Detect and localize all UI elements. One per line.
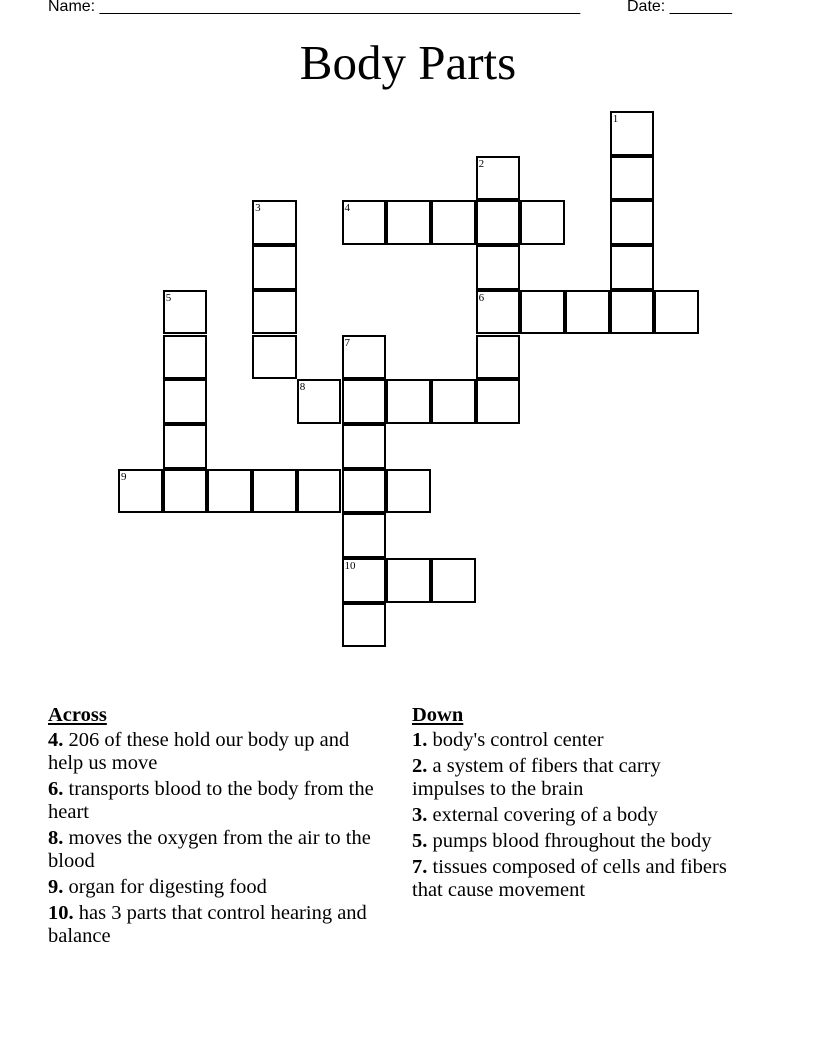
grid-cell[interactable] (610, 156, 655, 201)
grid-cell[interactable] (252, 245, 297, 290)
grid-cell[interactable] (297, 379, 342, 424)
cell-number: 10 (344, 560, 356, 572)
grid-cell[interactable] (610, 245, 655, 290)
cell-number: 1 (612, 113, 619, 125)
clue-number: 5. (412, 830, 428, 852)
name-field[interactable]: Name: ______________________________________________________ (48, 0, 581, 15)
grid-cell[interactable] (297, 469, 342, 514)
grid-cell[interactable] (252, 335, 297, 380)
cell-number: 3 (255, 202, 261, 215)
clue-number: 2. (412, 755, 428, 777)
grid-cell[interactable] (476, 245, 521, 290)
clue-text: has 3 parts that control hearing and balance (48, 902, 367, 947)
cell-number: 7 (344, 336, 350, 349)
grid-cell[interactable] (163, 335, 208, 380)
page-title: Body Parts (299, 35, 517, 90)
grid-cell[interactable] (342, 603, 387, 648)
clue-number: 1. (412, 729, 428, 751)
grid-cell[interactable] (476, 200, 521, 245)
clue-down-5 (412, 830, 732, 853)
grid-cell[interactable] (342, 469, 387, 514)
clue-down-1 (412, 729, 732, 752)
grid-cell[interactable] (342, 513, 387, 558)
clue-text: organ for digesting food (68, 876, 267, 898)
clue-down-2 (412, 755, 732, 801)
grid-cell[interactable] (476, 335, 521, 380)
clue-across-9 (48, 876, 388, 899)
grid-cell[interactable] (342, 558, 387, 603)
grid-cell[interactable] (342, 335, 387, 380)
across-heading: Across (48, 704, 107, 726)
grid-cell[interactable] (386, 379, 431, 424)
clue-across-8 (48, 827, 388, 873)
grid-cell[interactable] (207, 469, 252, 514)
cell-number: 2 (478, 157, 485, 170)
grid-cell[interactable] (163, 379, 208, 424)
grid-cell[interactable] (476, 290, 521, 335)
cell-number: 9 (121, 470, 127, 483)
clue-text: external covering of a body (432, 804, 658, 826)
grid-cell[interactable] (252, 290, 297, 335)
clue-text: 206 of these hold our body up and help us move (48, 729, 350, 774)
grid-cell[interactable] (252, 200, 297, 245)
clue-text: tissues composed of cells and fibers that cause movement (412, 856, 727, 901)
grid-cell[interactable] (342, 379, 387, 424)
grid-cell[interactable] (476, 379, 521, 424)
clue-across-10 (48, 902, 388, 948)
grid-cell[interactable] (342, 424, 387, 469)
grid-cell[interactable] (431, 379, 476, 424)
grid-cell[interactable] (610, 200, 655, 245)
clue-text: pumps blood fhroughout the body (432, 830, 712, 852)
clue-text: moves the oxygen from the air to the blood (48, 827, 371, 872)
grid-cell[interactable] (654, 290, 699, 335)
clue-number: 10. (48, 902, 74, 924)
clue-across-6 (48, 778, 388, 824)
clue-down-3 (412, 804, 732, 827)
down-clues (412, 704, 732, 905)
clue-down-7 (412, 856, 732, 902)
clue-number: 4. (48, 729, 64, 751)
grid-cell[interactable] (610, 111, 655, 156)
grid-cell[interactable] (163, 424, 208, 469)
grid-cell[interactable] (520, 290, 565, 335)
clue-across-4 (48, 729, 388, 775)
grid-cell[interactable] (386, 200, 431, 245)
grid-cell[interactable] (163, 290, 208, 335)
clue-number: 9. (48, 876, 64, 898)
grid-cell[interactable] (476, 156, 521, 201)
date-field[interactable]: Date: _______ (627, 0, 732, 15)
clue-number: 7. (412, 856, 428, 878)
clue-text: a system of fibers that carry impulses to the brain (412, 755, 661, 800)
grid-cell[interactable] (386, 469, 431, 514)
clue-text: transports blood to the body from the heart (48, 778, 374, 823)
grid-cell[interactable] (163, 469, 208, 514)
grid-cell[interactable] (386, 558, 431, 603)
cell-number: 8 (299, 381, 306, 394)
grid-cell[interactable] (252, 469, 297, 514)
clue-number: 3. (412, 804, 428, 826)
grid-cell[interactable] (118, 469, 163, 514)
cell-number: 5 (165, 291, 172, 304)
grid-cell[interactable] (520, 200, 565, 245)
grid-cell[interactable] (431, 200, 476, 245)
clue-text: body's control center (432, 729, 604, 751)
clue-number: 8. (48, 827, 64, 849)
cell-number: 4 (344, 202, 350, 215)
grid-cell[interactable] (431, 558, 476, 603)
grid-cell[interactable] (342, 200, 387, 245)
cell-number: 6 (478, 291, 485, 304)
across-clues (48, 704, 388, 951)
down-heading: Down (412, 704, 464, 726)
grid-cell[interactable] (610, 290, 655, 335)
clue-number: 6. (48, 778, 64, 800)
grid-cell[interactable] (565, 290, 610, 335)
